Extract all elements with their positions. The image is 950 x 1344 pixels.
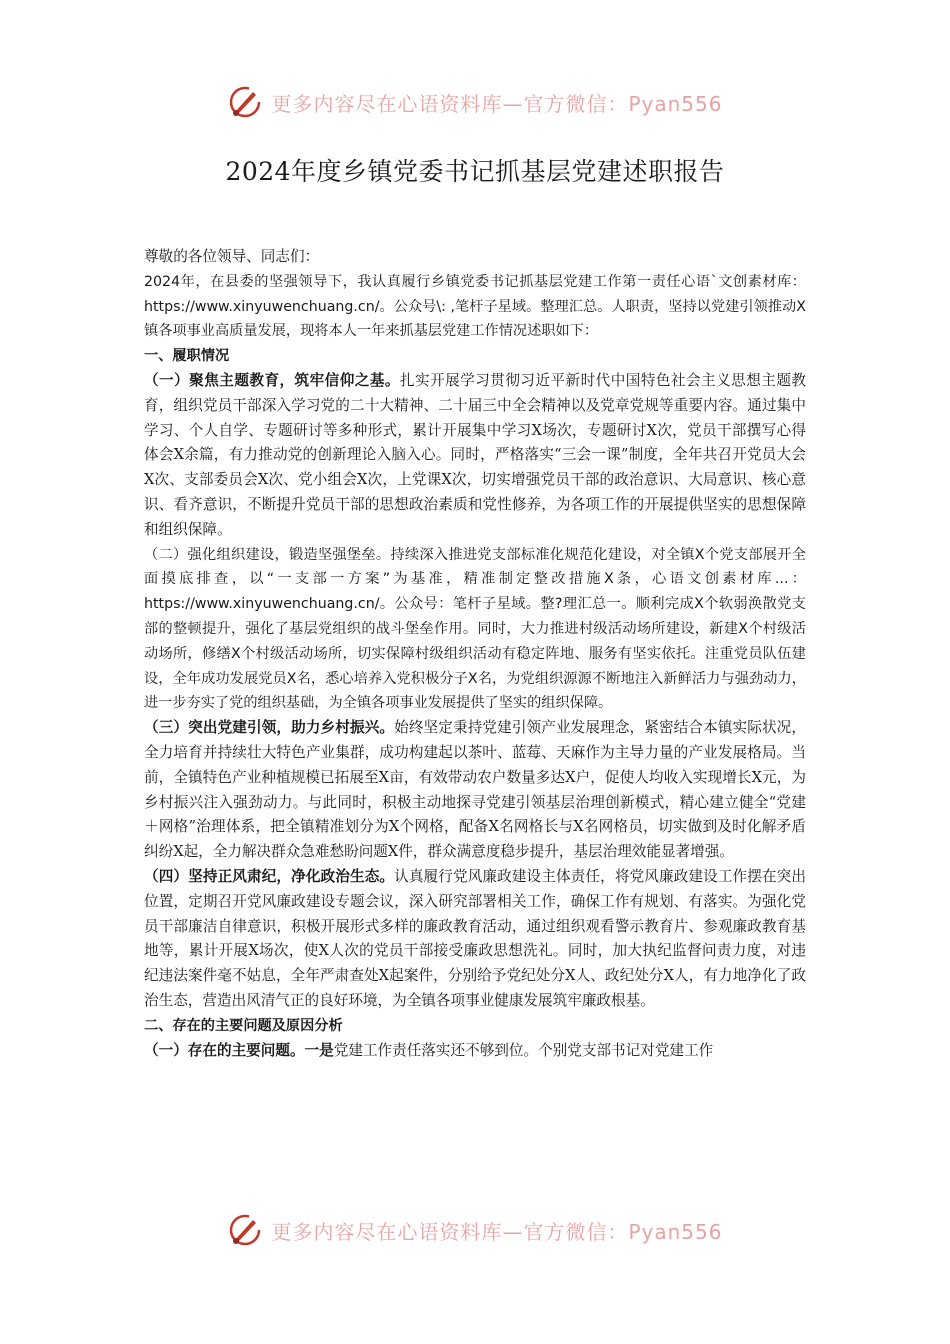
paragraph: [144, 369, 806, 543]
watermark-text: 更多内容尽在心语资料库—官方微信：Pyan556: [271, 91, 723, 116]
salutation: 尊敬的各位领导、同志们：: [144, 248, 320, 265]
paragraph-lead: （四）坚持正风肃纪，净化政治生态。: [144, 867, 395, 885]
paragraph-text: 始终坚定秉持党建引领产业发展理念，紧密结合本镇实际状况，全力培育并持续壮大特色产业集群，成功构建起以茶叶、蓝莓、天麻作为主导力量的产业发展格局。当前，全镇特色产业种植规模已拓展至X亩，有效带动农户数量多达X户，促使人均收入实现增长X元，为乡村振兴注入强劲动力。与此同时，积极主动地探寻党建引领基层治理创新模式，精心建立健全“党建＋网格”治理体系，把全镇精准划分为X个网格，配备X名网格长与X名网格员，切实做到及时化解矛盾纠纷X起，全力解决群众急难愁盼问题X件，群众满意度稳步提升，基层治理效能显著增强。: [144, 719, 806, 861]
section-heading: 二、存在的主要问题及原因分析: [144, 1017, 343, 1034]
brush-logo-icon: [227, 1212, 263, 1248]
paragraph: [144, 1039, 806, 1064]
paragraph-text: 持续深入推进党支部标准化规范化建设，对全镇X个党支部展开全面摸底排查，以“一支部一方案”为基准，精准制定整改措施X条，心语文创素材库...：https://www.xinyuwenchuang.cn/。公众号：笔杆子星域。整?理汇总一。顺利完成X个软弱涣散党支部的整顿提升，强化了基层党组织的战斗堡垒作用。同时，大力推进村级活动场所建设，新建X个村级活动场所，修缮X个村级活动场所，切实保障村级组织活动有稳定阵地、服务有坚实依托。注重党员队伍建设，全年成功发展党员X名，悉心培养入党积极分子X名，为党组织源源不断地注入新鲜活力与强劲动力，进一步夯实了党的组织基础，为全镇各项事业发展提供了坚实的组织保障。: [144, 546, 806, 712]
paragraph-marker: 一是: [304, 1041, 334, 1059]
paragraph: [144, 865, 806, 1014]
paragraph: [144, 543, 806, 717]
header-watermark: [0, 82, 950, 122]
paragraph-text: 认真履行党风廉政建设主体责任，将党风廉政建设工作摆在突出位置，定期召开党风廉政建设专题会议，深入研究部署相关工作，确保工作有规划、有落实。为强化党员干部廉洁自律意识，积极开展形式多样的廉政教育活动，通过组织观看警示教育片、参观廉政教育基地等，累计开展X场次，使X人次的党员干部接受廉政思想洗礼。同时，加大执纪监督问责力度，对违纪违法案件毫不姑息，全年严肃查处X起案件，分别给予党纪处分X人、政纪处分X人，有力地净化了政治生态，营造出风清气正的良好环境，为全镇各项事业健康发展筑牢廉政根基。: [144, 867, 806, 1009]
footer-watermark: [0, 1210, 950, 1250]
document-title: 2024年度乡镇党委书记抓基层党建述职报告: [225, 157, 725, 186]
paragraph-lead: （一）存在的主要问题。: [144, 1041, 305, 1059]
document-body: [144, 245, 806, 1063]
paragraph-lead: （二）强化组织建设，锻造坚强堡垒。: [144, 546, 391, 563]
paragraph: [144, 716, 806, 865]
brush-logo-icon: [227, 84, 263, 120]
intro-paragraph: 2024年，在县委的坚强领导下，我认真履行乡镇党委书记抓基层党建工作第一责任心语`文创素材库：https://www.xinyuwenchuang.cn/。公众号\: ,笔杆子星域。整理汇总。人职责，坚持以党建引领推动X镇各项事业高质量发展，现将本人一年来抓基层党建工作情况述职如下：: [144, 273, 806, 340]
watermark-text: 更多内容尽在心语资料库—官方微信：Pyan556: [271, 1219, 723, 1244]
paragraph-lead: （三）突出党建引领，助力乡村振兴。: [144, 719, 395, 737]
section-heading: 一、履职情况: [144, 348, 230, 365]
paragraph-text: 党建工作责任落实还不够到位。个别党支部书记对党建工作: [333, 1041, 714, 1059]
paragraph-lead: （一）聚焦主题教育，筑牢信仰之基。: [144, 371, 400, 389]
paragraph-text: 扎实开展学习贯彻习近平新时代中国特色社会主义思想主题教育，组织党员干部深入学习党的二十大精神、二十届三中全会精神以及党章党规等重要内容。通过集中学习、个人自学、专题研讨等多种形式，累计开展集中学习X场次，专题研讨X次，党员干部撰写心得体会X余篇，有力推动党的创新理论入脑入心。同时，严格落实“三会一课”制度，全年共召开党员大会X次、支部委员会X次、党小组会X次，上党课X次，切实增强党员干部的政治意识、大局意识、核心意识、看齐意识，不断提升党员干部的思想政治素质和党性修养，为各项工作的开展提供坚实的思想保障和组织保障。: [144, 371, 806, 538]
